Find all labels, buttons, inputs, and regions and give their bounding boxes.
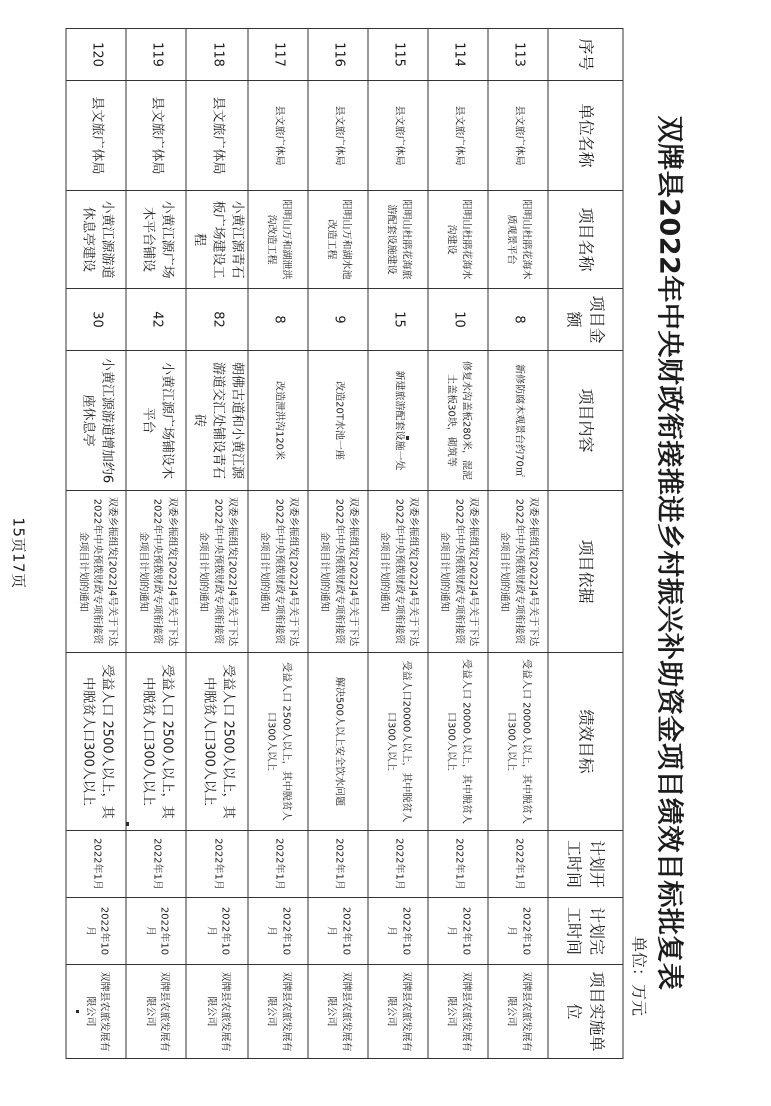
cell-content: 小黄江源广场铺设木平台 [126,351,186,491]
cell-end: 2022年10月 [308,898,368,965]
cell-name: 阳明山杜鹃花海水沟建设 [428,191,488,289]
table-row [488,29,548,1059]
cell-start: 2022年1月 [428,831,488,898]
cell-basis: 双委乡振组发[2022]4号关于下达2022年中央预拨财政专项衔接资金项目计划的通知 [248,491,308,653]
cell-name: 阳明山万和湖水池改造工程 [308,191,368,289]
cell-unit: 县文旅广体局 [248,81,308,191]
cell-end: 2022年10月 [248,898,308,965]
cell-unit: 县文旅广体局 [66,81,126,191]
cell-target: 受益人口 2500人以上，其中脱贫人口300人以上 [66,653,126,831]
cell-target: 受益人口 2500人以上，其中脱贫人口300人以上 [248,653,308,831]
cell-name: 阳明山杜鹃花海木质观景平台 [488,191,548,289]
cell-basis: 双委乡振组发[2022]4号关于下达2022年中央预拨财政专项衔接资金项目计划的通知 [368,491,428,653]
cell-content: 朝佛古道和小黄江源游道交汇处铺设青石砖 [186,351,248,491]
cell-unit: 县文旅广体局 [488,81,548,191]
header-target: 绩效目标 [548,653,623,831]
cell-amount: 82 [186,289,248,351]
cell-name: 阳明山杜鹃花海旅游配套设施建设 [368,191,428,289]
cell-impl: 双牌县农旅发展有限公司 [126,965,186,1059]
cell-amount: 42 [126,289,186,351]
cell-start: 2022年1月 [126,831,186,898]
cell-end: 2022年10月 [368,898,428,965]
cell-basis: 双委乡振组发[2022]4号关于下达2022年中央预拨财政专项衔接资金项目计划的通知 [488,491,548,653]
cell-no: 120 [66,29,126,81]
header-basis: 项目依据 [548,491,623,653]
cell-content: 改造泄洪沟120米 [248,351,308,491]
cell-name: 小黄江源广场木平台铺设 [126,191,186,289]
table-row [248,29,308,1059]
cell-start: 2022年1月 [66,831,126,898]
cell-content: 小黄江源游道增加约6座休息亭 [66,351,126,491]
cell-no: 113 [488,29,548,81]
cell-name: 阳明山万和湖泄洪沟改造工程 [248,191,308,289]
cell-target: 受益人口 2500人以上，其中脱贫人口300人以上 [186,653,248,831]
cell-no: 116 [308,29,368,81]
header-content: 项目内容 [548,351,623,491]
cell-basis: 双委乡振组发[2022]4号关于下达2022年中央预拨财政专项衔接资金项目计划的通知 [308,491,368,653]
header-impl: 项目实施单位 [548,965,623,1059]
header-unit: 单位名称 [548,81,623,191]
cell-end: 2022年10月 [126,898,186,965]
cell-unit: 县文旅广体局 [186,81,248,191]
cell-start: 2022年1月 [368,831,428,898]
cell-impl: 双牌县农旅发展有限公司 [428,965,488,1059]
cell-basis: 双委乡振组发[2022]4号关于下达2022年中央预拨财政专项衔接资金项目计划的通知 [186,491,248,653]
table-header-row [548,29,623,1059]
cell-no: 115 [368,29,428,81]
cell-amount: 8 [248,289,308,351]
cell-amount: 8 [488,289,548,351]
cell-unit: 县文旅广体局 [308,81,368,191]
table-row [126,29,186,1059]
cell-name: 小黄江源游道休息亭建设 [66,191,126,289]
cell-start: 2022年1月 [186,831,248,898]
cell-start: 2022年1月 [308,831,368,898]
cell-impl: 双牌县农旅发展有限公司 [186,965,248,1059]
cell-no: 117 [248,29,308,81]
cell-target: 受益人口 2500人以上，其中脱贫人口300人以上 [126,653,186,831]
cell-content: 新建旅游配套设施一处 [368,351,428,491]
project-table [65,28,623,1059]
cell-target: 受益人口 20000人以上，其中脱贫人口300人以上 [488,653,548,831]
unit-label: 单位：万元 [629,935,648,1016]
cell-impl: 双牌县农旅发展有限公司 [308,965,368,1059]
page-number: 15页17页 [9,517,27,589]
cell-content: 修复水沟盖板280米，混泥土盖板30块，砌筑等 [428,351,488,491]
cell-target: 解决500人以上安全饮水问题 [308,653,368,831]
cell-impl: 双牌县农旅发展有限公司 [248,965,308,1059]
cell-impl: 双牌县农旅发展有限公司 [488,965,548,1059]
table-row [308,29,368,1059]
cell-end: 2022年10月 [428,898,488,965]
table-row [66,29,126,1059]
cell-no: 114 [428,29,488,81]
document-title: 双牌县2022年中央财政衔接推进乡村振兴补助资金项目绩效目标批复表 [653,115,684,991]
header-no: 序号 [548,29,623,81]
cell-basis: 双委乡振组发[2022]4号关于下达2022年中央预拨财政专项衔接资金项目计划的通知 [66,491,126,653]
cell-target: 受益人口20000人以上，其中脱贫人口300人以上 [368,653,428,831]
cell-end: 2022年10月 [66,898,126,965]
cell-amount: 9 [308,289,368,351]
cell-amount: 15 [368,289,428,351]
cell-amount: 10 [428,289,488,351]
table-row [186,29,248,1059]
cell-no: 119 [126,29,186,81]
header-start: 计划开工时间 [548,831,623,898]
cell-basis: 双委乡振组发[2022]4号关于下达2022年中央预拨财政专项衔接资金项目计划的通知 [428,491,488,653]
cell-amount: 30 [66,289,126,351]
header-amount: 项目金额 [548,289,623,351]
cell-basis: 双委乡振组发[2022]4号关于下达2022年中央预拨财政专项衔接资金项目计划的通知 [126,491,186,653]
cell-target: 受益人口 20000人以上，其中脱贫人口300人以上 [428,653,488,831]
cell-unit: 县文旅广体局 [126,81,186,191]
cell-end: 2022年10月 [186,898,248,965]
table-row [428,29,488,1059]
cell-no: 118 [186,29,248,81]
cell-unit: 县文旅广体局 [368,81,428,191]
table-row [368,29,428,1059]
cell-unit: 县文旅广体局 [428,81,488,191]
cell-start: 2022年1月 [488,831,548,898]
cell-impl: 双牌县农旅发展有限公司 [66,965,126,1059]
header-name: 项目名称 [548,191,623,289]
cell-end: 2022年10月 [488,898,548,965]
header-end: 计划完工时间 [548,898,623,965]
cell-start: 2022年1月 [248,831,308,898]
cell-content: 新修防腐木观景台约70㎡ [488,351,548,491]
cell-name: 小黄江源青石板广场建设工程 [186,191,248,289]
cell-content: 改造20T水池一座 [308,351,368,491]
cell-impl: 双牌县农旅发展有限公司 [368,965,428,1059]
